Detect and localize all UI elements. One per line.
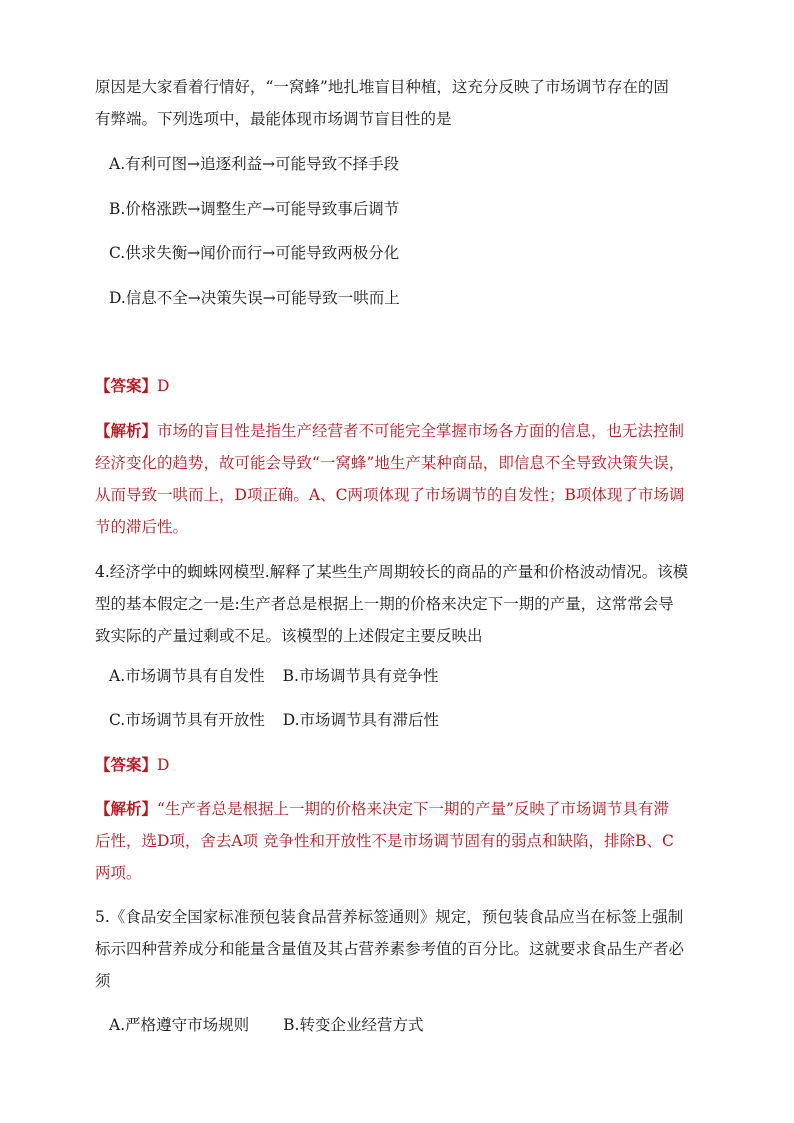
q3-answer [95,376,169,396]
q3-option-d: D.信息不全→决策失误→可能导致一哄而上 [109,289,400,307]
q4-stem-line-2: 型的基本假定之一是:生产者总是根据上一期的价格来决定下一期的产量，这常常会导 [95,595,674,613]
q4-option-c: C.市场调节具有开放性 [109,711,265,729]
analysis-text: 市场的盲目性是指生产经营者不可能完全掌握市场各方面的信息，也无法控制 [157,422,685,440]
q4-options-row-2 [109,710,439,730]
q4-stem-line-3: 致实际的产量过剩或不足。该模型的上述假定主要反映出 [95,627,483,645]
q4-options-row-1 [109,666,438,686]
q3-option-b: B.价格涨跌→调整生产→可能导致事后调节 [109,200,400,218]
answer-value: D [157,756,170,774]
q5-stem-line-3: 须 [95,972,111,990]
q3-analysis-line-3: 从而导致一哄而上，D项正确。A、C两项体现了市场调节的自发性；B项体现了市场调 [95,486,685,504]
q5-stem-line-1: 5.《食品安全国家标准预包装食品营养标签通则》规定，预包装食品应当在标签上强制 [95,908,684,926]
q5-options-row-1 [109,1015,423,1035]
answer-tag: 【答案】 [95,376,158,395]
q5-option-b: B.转变企业经营方式 [283,1016,424,1034]
analysis-tag: 【解析】 [95,799,158,818]
q3-analysis-line-2: 经济变化的趋势，故可能会导致“一窝蜂”地生产某种商品，即信息不全导致决策失误， [95,454,685,472]
q3-analysis-line-1 [95,421,684,441]
q4-option-d: D.市场调节具有滞后性 [282,711,440,729]
q4-answer [95,755,169,775]
analysis-text: “生产者总是根据上一期的价格来决定下一期的产量”反映了市场调节具有滞 [157,800,669,818]
q4-option-a: A.市场调节具有自发性 [109,667,265,685]
q4-analysis-line-2: 后性，选D项，舍去A项 竞争性和开放性不是市场调节固有的弱点和缺陷，排除B、C [95,832,674,850]
q3-stem-line-1: 原因是大家看着行情好，“一窝蜂”地扎堆盲目种植，这充分反映了市场调节存在的固 [95,78,669,96]
answer-tag: 【答案】 [95,755,158,774]
q3-option-a: A.有利可图→追逐利益→可能导致不择手段 [109,155,400,173]
q4-stem-line-1: 4.经济学中的蜘蛛网模型.解释了某些生产周期较长的商品的产量和价格波动情况。该模 [95,563,689,581]
q3-stem-line-2: 有弊端。下列选项中，最能体现市场调节盲目性的是 [95,110,452,128]
q4-option-b: B.市场调节具有竞争性 [282,667,439,685]
answer-value: D [157,377,170,395]
q5-stem-line-2: 标示四种营养成分和能量含量值及其占营养素参考值的百分比。这就要求食品生产者必 [95,940,685,958]
q4-analysis-line-3: 两项。 [95,864,142,882]
q5-option-a: A.严格遵守市场规则 [109,1016,250,1034]
analysis-tag: 【解析】 [95,421,158,440]
q3-option-c: C.供求失衡→闻价而行→可能导致两极分化 [109,244,400,262]
q3-analysis-line-4: 节的滞后性。 [95,518,189,536]
q4-analysis-line-1 [95,799,669,819]
